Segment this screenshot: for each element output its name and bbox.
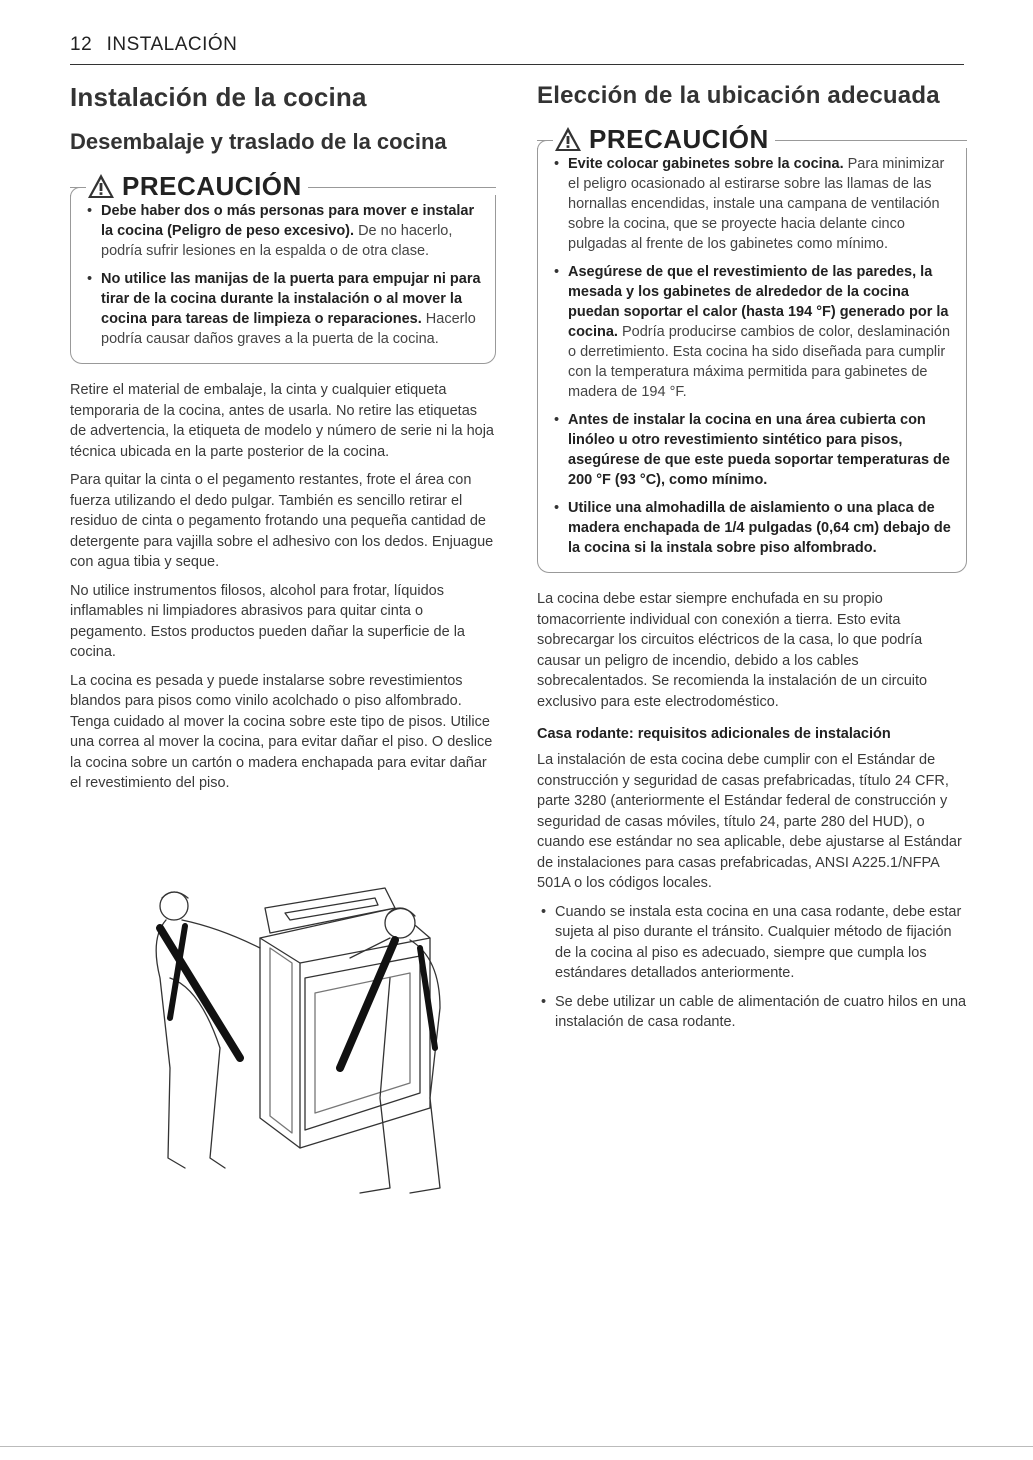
paragraph: La instalación de esta cocina debe cumplir con el Estándar de construcción y seguridad de casas prefabricadas, título 24 CFR, parte 3280 (anteriormente el Estándar federal de construcción y seguridad de casas móviles, título 24, parte 280 del HUD), o cuando ese estándar no sea aplicable, debe ajustarse al Estándar de instalaciones para casas prefabricadas, ANSI A225.1/NFPA 501A o los códigos locales.: [537, 752, 962, 891]
paragraph: La cocina debe estar siempre enchufada en su propio tomacorriente individual con conexión a tierra. Esto evita sobrecargar los circuitos eléctricos de la casa, lo que podría causar un peligro de incendio, debido a los cables sobrecalentados. Se recomienda la instalación de un circuito exclusivo para este electrodoméstico.: [537, 591, 928, 710]
caution-item: • Utilice una almohadilla de aislamiento o una placa de madera enchapada de 1/4 pulgadas (0,64 cm) debajo de la cocina si la instala sobre piso alfombrado.: [552, 498, 952, 558]
caution-item: • Evite colocar gabinetes sobre la cocina. Para minimizar el peligro ocasionado al estirarse sobre las llamas de las hornallas encendidas, instale una campana de ventilación sobre la cocina, que se proyecte hacia delante cinco pulgadas al frente de los gabinetes como mínimo.: [552, 154, 952, 254]
paragraph: La cocina es pesada y puede instalarse sobre revestimientos blandos para pisos como vinilo acolchado o piso alfombrado. Tenga cuidado al mover la cocina sobre este tipo de pisos. Utilice una correa al mover la cocina, para evitar dañar el piso. O deslice la cocina sobre un cartón o madera enchapada para evitar dañar el revestimiento del piso.: [70, 672, 493, 791]
list-item: • Se debe utilizar un cable de alimentación de cuatro hilos en una instalación de casa rodante.: [537, 992, 967, 1033]
list-item: • Cuando se instala esta cocina en una casa rodante, debe estar sujeta al piso durante el tránsito. Cualquier método de fijación de la cocina al piso es adecuado, siempre que cumpla los estándares detallados anteriormente.: [537, 902, 967, 984]
right-column: [537, 82, 967, 1041]
caution-item: • Antes de instalar la cocina en una área cubierta con linóleo u otro revestimiento sintético para pisos, asegúrese de que este pueda soportar temperaturas de 200 °F (93 °C), como mínimo.: [552, 410, 952, 490]
warning-triangle-icon: [553, 125, 583, 153]
caution-item: • Asegúrese de que el revestimiento de las paredes, la mesada y los gabinetes de alrededor de la cocina puedan soportar el calor (hasta 194 °F) generado por la cocina. Podría producirse cambios de color, deslaminación o derretimiento. Esta cocina ha sido diseñada para cumplir con la temperatura máxima permitida para gabinetes de madera de 194 °F.: [552, 262, 952, 402]
left-column: [70, 82, 496, 802]
caution-item: • Debe haber dos o más personas para mover e instalar la cocina (Peligro de peso excesivo). De no hacerlo, podría sufrir lesiones en la espalda o de otra clase.: [85, 201, 481, 261]
page-header: [70, 34, 964, 65]
paragraph: Retire el material de embalaje, la cinta y cualquier etiqueta temporaria de la cocina, antes de usarla. No retire las etiquetas de advertencia, la etiqueta de modelo y número de serie ni la hoja técnica ubicada en la parte posterior de la cocina.: [70, 382, 494, 460]
caution-box-left: [70, 167, 496, 364]
page-title: Instalación de la cocina: [70, 82, 367, 112]
caution-box-right: [537, 120, 967, 573]
section-title: INSTALACIÓN: [106, 34, 238, 55]
page-number: 12: [70, 34, 93, 55]
paragraph: Para quitar la cinta o el pegamento restantes, frote el área con fuerza utilizando el dedo pulgar. También es sencillo retirar el residuo de cinta o pegamento frotando una pequeña cantidad de detergente para vajilla sobre el adhesivo con los dedos. Enjuague con agua tibia y seque.: [70, 472, 494, 570]
section-title-location: Elección de la ubicación adecuada: [537, 82, 940, 109]
paragraph: No utilice instrumentos filosos, alcohol para frotar, líquidos inflamables ni limpiadores abrasivos para quitar cinta o pegamento. Estos productos pueden dañar la superficie de la cocina.: [70, 582, 465, 660]
warning-triangle-icon: [86, 172, 116, 200]
caution-label: PRECAUCIÓN: [122, 170, 302, 201]
section-subtitle: Desembalaje y traslado de la cocina: [70, 129, 447, 154]
mobile-home-heading: Casa rodante: requisitos adicionales de instalación: [537, 726, 891, 742]
caution-item: • No utilice las manijas de la puerta para empujar ni para tirar de la cocina durante la instalación o al mover la cocina para tareas de limpieza o reparaciones. Hacerlo podría causar daños graves a la puerta de la cocina.: [85, 269, 481, 349]
two-people-moving-range-illustration: [140, 868, 460, 1203]
bottom-rule: [0, 1446, 1033, 1447]
caution-label: PRECAUCIÓN: [589, 123, 769, 154]
